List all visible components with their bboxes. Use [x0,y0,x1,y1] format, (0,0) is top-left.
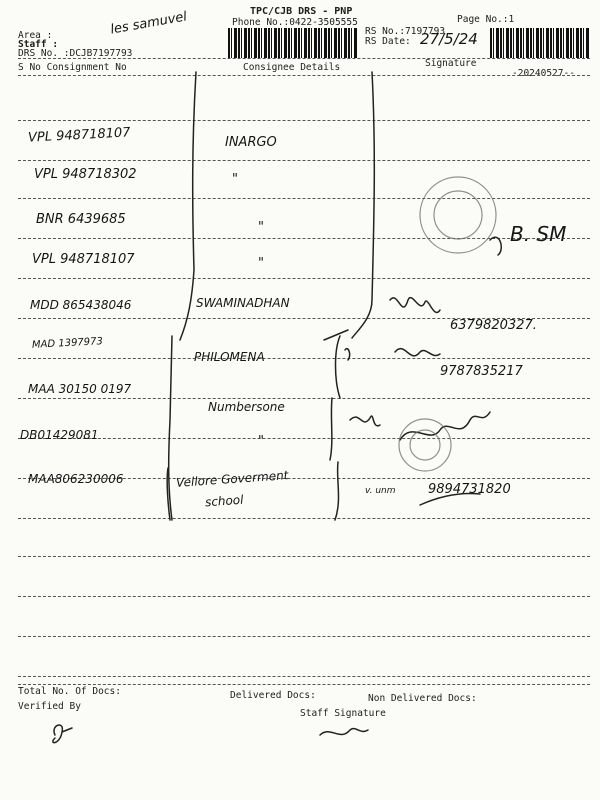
rs-number: RS No.:7197793 [365,26,446,37]
delivered-docs-label: Delivered Docs: [230,690,316,701]
row-6-consignee: PHILOMENA [194,350,265,364]
row-9-consignee: Vellore Goverment [175,468,289,490]
row-9-consignment: MAA806230006 [28,472,124,486]
verified-by-label: Verified By [18,701,81,712]
row-2-consignee: " [232,172,238,187]
row-5-phone: 6379820327. [450,318,537,333]
stamp-note: B. SM [510,222,567,246]
row-5-consignee: SWAMINADHAN [196,296,290,310]
row-7-consignee: Numbersone [208,400,285,414]
row-5-consignment: MDD 865438046 [30,298,132,312]
row-9-phone: 9894731820 [428,482,511,497]
rs-date-handwritten: 27/5/24 [420,30,478,48]
row-8-consignment: DB01429081 [20,428,99,442]
row-1-consignee: INARGO [225,135,277,150]
row-4-consignment: VPL 948718107 [32,252,135,267]
total-docs-label: Total No. Of Docs: [18,686,121,697]
row-3-consignee: " [258,220,264,235]
row-6-consignment: MAD 1397973 [31,336,104,351]
row-7-consignment: MAA 30150 0197 [28,382,132,396]
row-2-consignment: VPL 948718302 [34,167,137,182]
footer-divider [18,684,590,685]
rs-date-label: RS Date: [365,36,411,47]
sheet-title: TPC/CJB DRS - PNP [250,6,353,17]
col-header-date: -20240527-- [512,68,575,79]
col-header-signature: Signature [425,58,477,69]
drs-number: DRS No. :DCJB7197793 [18,48,133,59]
staff-signature-label: Staff Signature [300,708,386,719]
row-1-consignment: VPL 948718107 [27,125,131,146]
row-9-consignee-line2: school [204,492,244,510]
row-4-consignee: " [258,256,264,271]
non-delivered-docs-label: Non Delivered Docs: [368,693,477,704]
col-header-consignment: S No Consignment No [18,62,127,73]
row-6-phone: 9787835217 [440,364,523,379]
staff-name-handwritten: les samuvel [109,9,189,38]
staff-label: Staff : [18,39,59,50]
phone-number: Phone No.:0422-3505555 [232,17,358,28]
row-9-signature: v. unm [365,486,396,496]
area-label: Area : [18,30,53,41]
row-8-consignee: " [258,434,264,449]
row-3-consignment: BNR 6439685 [36,212,126,227]
col-header-consignee: Consignee Details [243,62,341,73]
page-number: Page No.:1 [457,14,515,25]
